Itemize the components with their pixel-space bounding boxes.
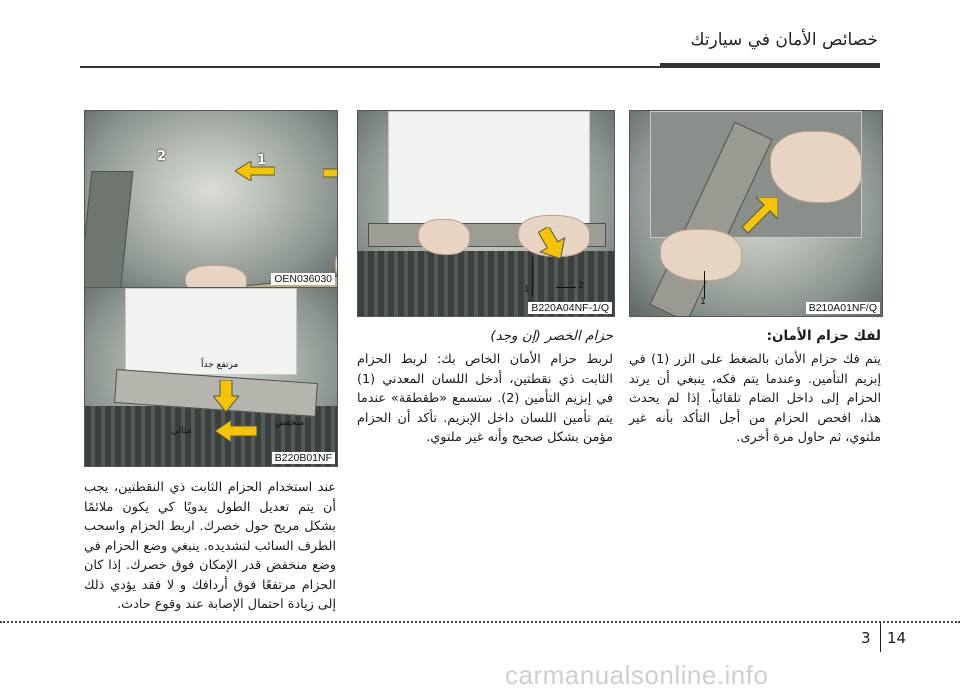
body-paragraph: لربط حزام الأمان الخاص بك: لربط الحزام الثابت ذي نقطتين، أدخل اللسان المعدني (1) في إبزيم التأمين (2). ستسمع «طقطقة» عندما يتم تأمين اللسان داخل الإبزيم. تأكد أن الحزام مؤمن بشكل صحيح وأنه غير ملتوي. xyxy=(357,352,613,445)
section-heading: لفك حزام الأمان: xyxy=(766,328,881,344)
figure-lap-position-photo xyxy=(84,287,338,467)
chapter-number: 3 xyxy=(861,629,871,647)
arrow-up-right-icon xyxy=(738,197,778,237)
page-number: 14 xyxy=(887,629,907,647)
header-rule-accent xyxy=(660,63,880,68)
arrow-right-icon xyxy=(323,163,338,183)
figure-belt-adjust-photo xyxy=(84,110,338,288)
body-paragraph: عند استخدام الحزام الثابت ذي النقطتين، يجب أن يتم تعديل الطول يدويًا كي يكون ملائمًا بشكل مريح حول خصرك. اربط الحزام واسحب الطرف السائب لتشديده. ينبغي وضع الحزام في وضع منخفض قدر الإمكان فوق خصرك. إذا كان الحزام مرتفعًا فوق أردافك و لا فقد يؤدي ذلك إلى زيادة احتمال الإصابة عند وقوع حادث. xyxy=(84,480,336,612)
figure-caption: OEN036030 xyxy=(271,273,335,285)
label-too-high: مرتفع جداً xyxy=(201,360,239,370)
arrow-down-icon xyxy=(213,380,239,412)
figure-caption: B220A04NF-1/Q xyxy=(528,302,612,314)
footer-divider xyxy=(880,622,881,652)
figure-label-1: 1 xyxy=(700,297,706,307)
label-low: منخفض xyxy=(275,418,304,428)
figure-label-1: 1 xyxy=(257,153,267,168)
arrow-down-icon xyxy=(538,227,566,261)
body-paragraph: يتم فك حزام الأمان بالضغط على الزر (1) في إبزيم التأمين. وعندما يتم فكه، ينبغي أن يرتد الحزام إلى داخل الضام تلقائياً. إذا لم يحدث هذا، افحص الحزام من أجل التأكد بأنه غير ملتوي، ثم حاول مرة أخرى. xyxy=(629,352,881,445)
figure-label-2: 2 xyxy=(157,149,167,164)
figure-release-buckle-photo xyxy=(629,110,883,317)
footer-rule xyxy=(0,621,960,623)
section-heading: حزام الخصر (إن وجد) xyxy=(490,328,613,344)
figure-label-2: 2 xyxy=(578,281,584,291)
arrow-left-icon xyxy=(235,161,275,181)
header-title: خصائص الأمان في سيارتك xyxy=(690,30,878,50)
figure-caption: B210A01NF/Q xyxy=(806,302,880,314)
figure-caption: B220B01NF xyxy=(272,452,335,464)
figure-lap-belt-photo xyxy=(357,110,615,317)
arrow-left-icon xyxy=(215,420,257,442)
figure-label-1: 1 xyxy=(524,285,530,295)
watermark: carmanualsonline.info xyxy=(505,660,769,690)
label-correct: مثالي xyxy=(171,426,192,436)
